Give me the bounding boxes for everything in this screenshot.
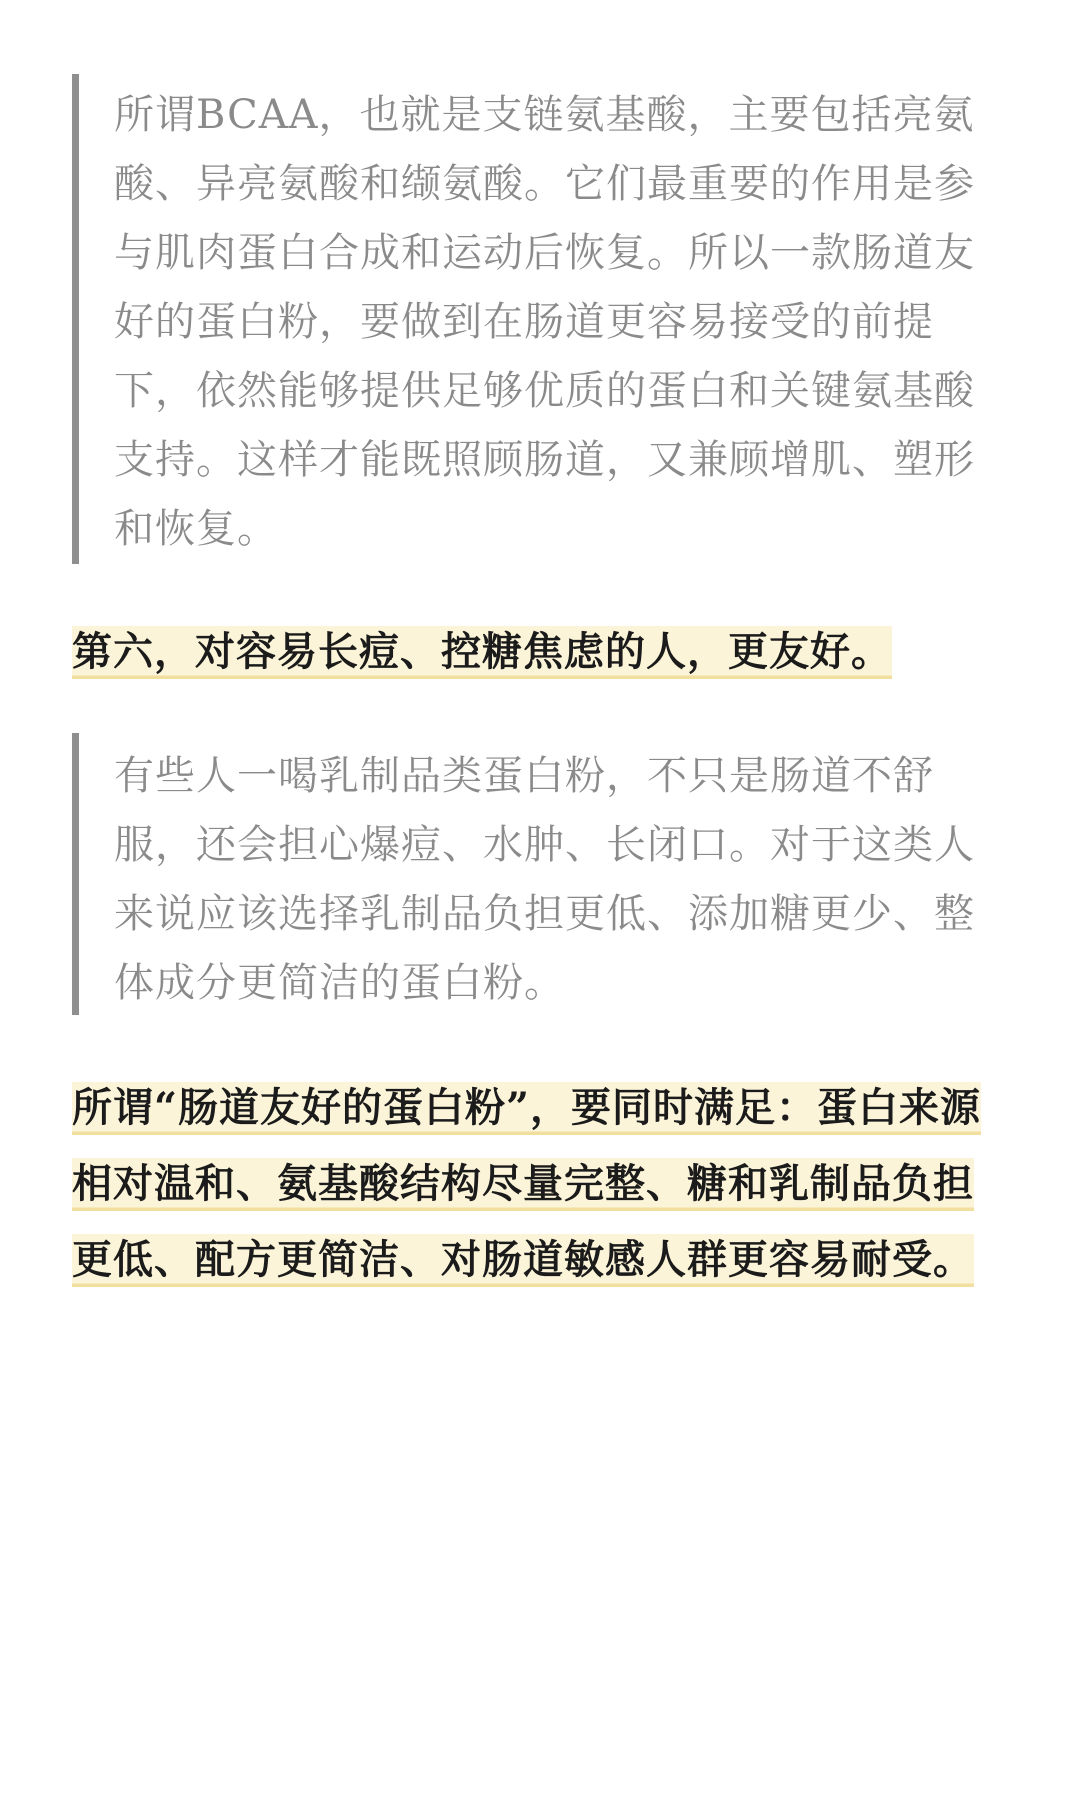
blockquote-dairy-concerns-text: 有些人一喝乳制品类蛋白粉，不只是肠道不舒服，还会担心爆痘、水肿、长闭口。对于这类人来说应该选择乳制品负担更低、添加糖更少、整体成分更简洁的蛋白粉。 bbox=[114, 753, 975, 1006]
blockquote-bcaa-text: 所谓BCAA，也就是支链氨基酸，主要包括亮氨酸、异亮氨酸和缬氨酸。它们最重要的作用是参与肌肉蛋白合成和运动后恢复。所以一款肠道友好的蛋白粉，要做到在肠道更容易接受的前提下，依然能够提供足够优质的蛋白和关键氨基酸支持。这样才能既照顾肠道，又兼顾增肌、塑形和恢复。 bbox=[114, 92, 975, 552]
highlighted-summary-text: 所谓“肠道友好的蛋白粉”，要同时满足：蛋白来源相对温和、氨基酸结构尽量完整、糖和乳制品负担更低、配方更简洁、对肠道敏感人群更容易耐受。 bbox=[72, 1082, 981, 1287]
highlighted-heading-text: 第六，对容易长痘、控糖焦虑的人，更友好。 bbox=[72, 626, 892, 679]
blockquote-dairy-concerns bbox=[72, 733, 1002, 1015]
blockquote-bcaa bbox=[72, 74, 1002, 564]
highlighted-summary-paragraph bbox=[72, 1070, 1012, 1298]
highlighted-heading-sixth-point bbox=[72, 618, 1012, 686]
